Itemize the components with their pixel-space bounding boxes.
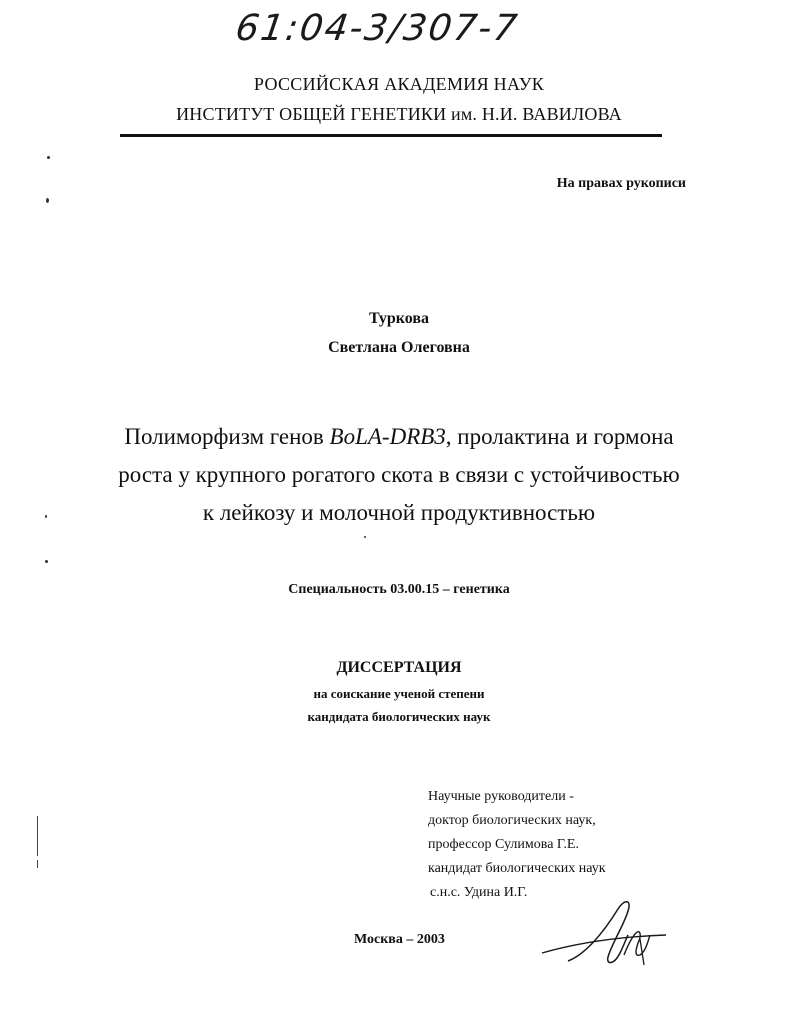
scan-speck (364, 536, 366, 538)
header-divider (120, 134, 662, 137)
supervisor-1-name: профессор Сулимова Г.Е. (428, 837, 579, 852)
title-line-1-prefix: Полиморфизм генов (124, 424, 330, 449)
scan-edge-mark (37, 860, 38, 868)
manuscript-rights-note: На правах рукописи (556, 176, 686, 191)
title-line-1 (0, 418, 798, 456)
scan-edge-mark (37, 816, 38, 856)
title-line-1-suffix: , пролактина и гормона (445, 424, 674, 449)
author-given-names: Светлана Олеговна (328, 339, 470, 356)
document-type: ДИССЕРТАЦИЯ (336, 659, 462, 676)
institute-name: ИНСТИТУТ ОБЩЕЙ ГЕНЕТИКИ им. Н.И. ВАВИЛОВА (176, 104, 622, 124)
handwritten-archive-code: 61:04-3/307-7 (233, 8, 522, 49)
thesis-title (0, 418, 798, 532)
supervisors-block (428, 785, 606, 905)
signature-icon (540, 895, 670, 975)
place-and-year: Москва – 2003 (354, 932, 445, 947)
specialty: Специальность 03.00.15 – генетика (288, 582, 510, 597)
author-surname: Туркова (368, 310, 430, 327)
scan-speck (46, 198, 49, 203)
supervisor-1-degree: доктор биологических наук, (428, 813, 596, 828)
title-line-3: к лейкозу и молочной продуктивностью (202, 500, 596, 525)
scan-speck (45, 560, 48, 563)
academy-name: РОССИЙСКАЯ АКАДЕМИЯ НАУК (253, 74, 545, 94)
supervisor-2-name: с.н.с. Удина И.Г. (430, 885, 528, 900)
degree-line-1: на соискание ученой степени (313, 686, 485, 701)
title-line-2: роста у крупного рогатого скота в связи с устойчивостью (118, 462, 680, 487)
scan-speck (47, 156, 50, 159)
gene-name: BoLA-DRB3 (329, 424, 446, 449)
degree-line-2: кандидата биологических наук (307, 709, 491, 724)
supervisor-2-degree: кандидат биологических наук (428, 861, 606, 876)
supervisors-heading: Научные руководители - (428, 789, 574, 804)
scan-speck (45, 515, 47, 518)
